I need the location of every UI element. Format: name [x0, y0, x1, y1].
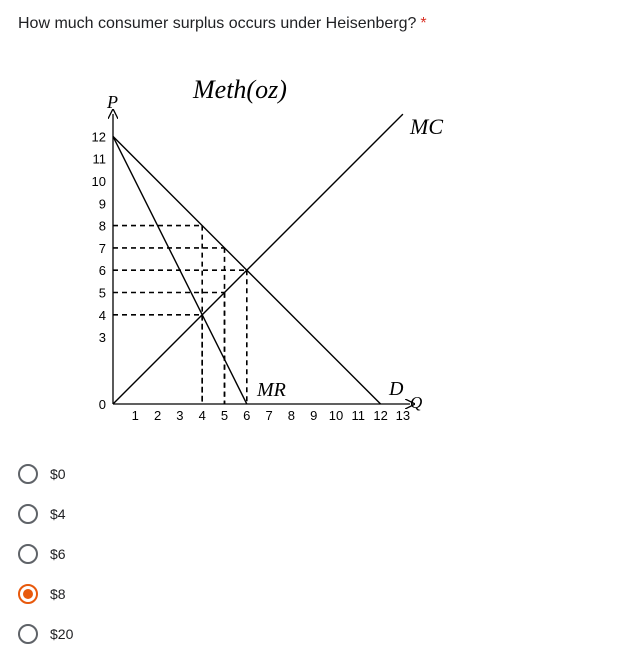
x-tick-label: 13	[395, 408, 411, 423]
radio-button[interactable]	[18, 504, 38, 524]
y-axis-label: P	[107, 92, 118, 112]
radio-button[interactable]	[18, 464, 38, 484]
x-tick-label: 11	[351, 408, 366, 423]
required-asterisk: *	[420, 15, 427, 32]
y-tick-label: 6	[98, 263, 106, 279]
y-tick-label: 3	[98, 330, 106, 346]
x-tick-label: 10	[328, 408, 344, 423]
y-tick-label: 9	[98, 196, 106, 212]
y-tick-label: 11	[92, 151, 106, 167]
question-text: How much consumer surplus occurs under Heisenberg?	[18, 15, 417, 32]
radio-button[interactable]	[18, 624, 38, 644]
x-tick-label: 1	[131, 408, 139, 423]
x-tick-label: 2	[153, 408, 162, 423]
origin-label: 0	[98, 397, 106, 412]
curves	[113, 114, 403, 404]
option-label: $20	[50, 626, 74, 642]
y-tick-label: 12	[91, 129, 106, 145]
option-4[interactable]	[18, 614, 73, 654]
option-1[interactable]	[18, 494, 73, 534]
option-2[interactable]	[18, 534, 73, 574]
radio-button[interactable]	[18, 544, 38, 564]
chart-title: Meth(oz)	[193, 75, 287, 104]
x-tick-label: 5	[220, 408, 229, 423]
curve-label-mr: MR	[257, 379, 286, 401]
answer-options	[18, 454, 73, 654]
axes	[113, 114, 410, 404]
y-tick-label: 5	[98, 285, 106, 301]
option-0[interactable]	[18, 454, 73, 494]
x-tick-label: 4	[198, 408, 206, 423]
x-axis-label: Q	[410, 393, 423, 412]
y-tick-label: 4	[98, 307, 106, 323]
x-tick-label: 3	[176, 408, 184, 423]
radio-button[interactable]	[18, 584, 38, 604]
x-tick-label: 9	[310, 408, 318, 423]
curve-mc	[113, 114, 403, 404]
guide-lines	[113, 226, 247, 404]
x-tick-label: 6	[243, 408, 251, 423]
y-tick-label: 8	[98, 218, 106, 234]
x-tick-label: 12	[373, 408, 388, 423]
curve-label-d: D	[389, 378, 404, 400]
option-label: $0	[50, 466, 66, 482]
y-tick-label: 7	[98, 240, 106, 256]
option-3[interactable]	[18, 574, 73, 614]
x-tick-label: 8	[287, 408, 296, 423]
option-label: $6	[50, 546, 66, 562]
option-label: $8	[50, 586, 66, 602]
x-tick-label: 7	[265, 408, 273, 423]
option-label: $4	[50, 506, 66, 522]
curve-label-mc: MC	[410, 114, 443, 139]
y-tick-label: 10	[91, 174, 106, 189]
